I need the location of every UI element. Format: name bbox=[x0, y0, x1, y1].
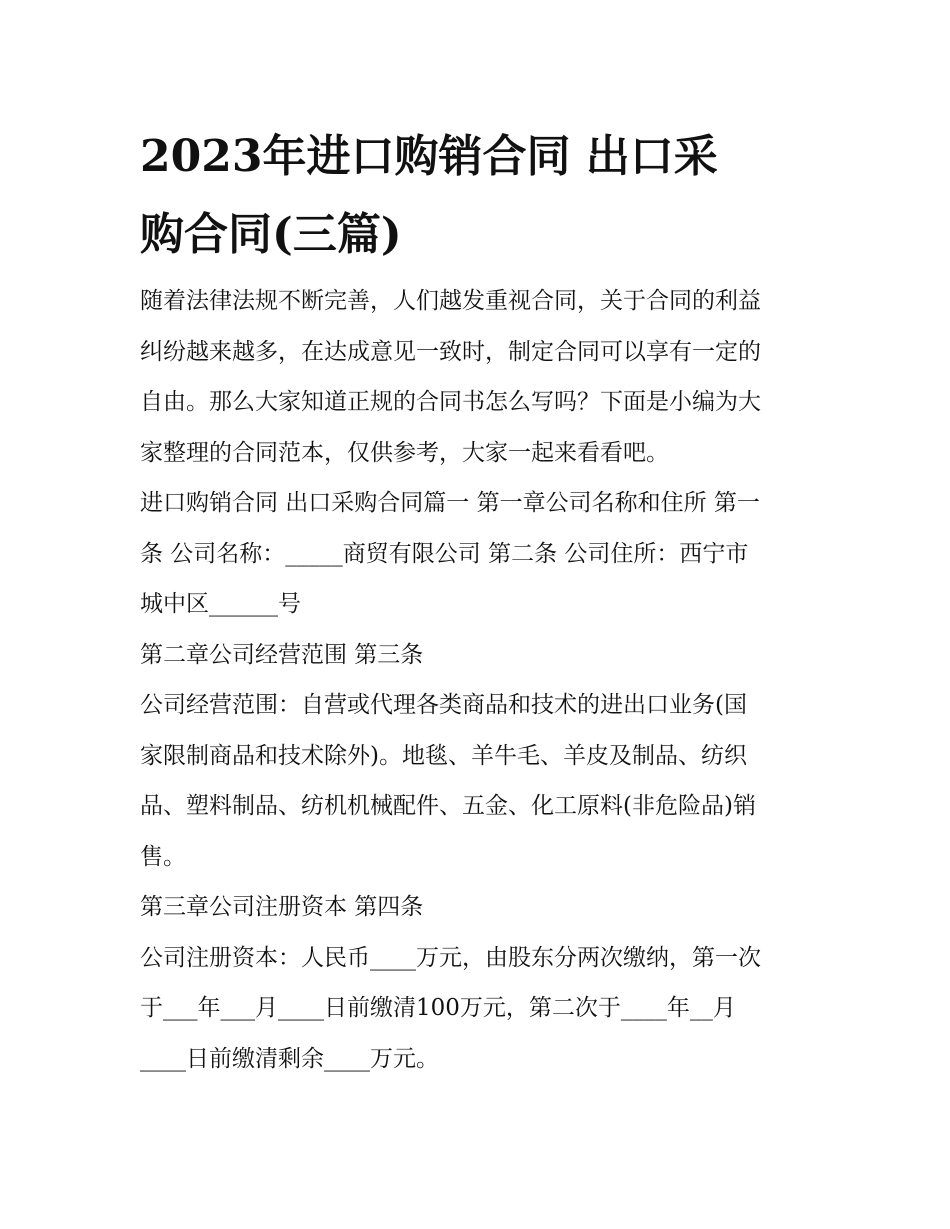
text-line: 第三章公司注册资本 第四条 bbox=[140, 894, 424, 920]
text-line: 自由。那么大家知道正规的合同书怎么写吗？下面是小编为大 bbox=[140, 389, 761, 415]
text-line: ____日前缴清剩余____万元。 bbox=[140, 1045, 439, 1072]
text-line: 城中区______号 bbox=[140, 591, 301, 617]
text-line: 品、塑料制品、纺机机械配件、五金、化工原料(非危险品)销 bbox=[140, 793, 756, 819]
text-line: 家限制商品和技术除外)。地毯、羊牛毛、羊皮及制品、纺织 bbox=[140, 742, 747, 769]
document-title-line-1: 2023年进口购销合同 出口采 bbox=[140, 131, 718, 182]
text-line: 公司经营范围：自营或代理各类商品和技术的进出口业务(国 bbox=[140, 692, 747, 718]
text-line: 进口购销合同 出口采购合同篇一 第一章公司名称和住所 第一 bbox=[140, 490, 760, 516]
text-line: 纠纷越来越多，在达成意见一致时，制定合同可以享有一定的 bbox=[140, 338, 761, 365]
registered-capital-paragraph bbox=[140, 933, 820, 1085]
chapter-one-paragraph bbox=[140, 478, 820, 630]
intro-paragraph bbox=[140, 276, 820, 478]
chapter-two-heading bbox=[140, 630, 820, 681]
text-line: 售。 bbox=[140, 843, 186, 870]
business-scope-paragraph bbox=[140, 680, 820, 882]
chapter-three-heading bbox=[140, 882, 820, 933]
text-line: 家整理的合同范本，仅供参考，大家一起来看看吧。 bbox=[140, 439, 669, 466]
document-body bbox=[140, 276, 820, 1084]
document-title-line-2: 购合同(三篇) bbox=[140, 209, 402, 260]
text-line: 随着法律法规不断完善，人们越发重视合同，关于合同的利益 bbox=[140, 288, 761, 314]
text-line: 条 公司名称：_____商贸有限公司 第二条 公司住所：西宁市 bbox=[140, 540, 749, 567]
text-line: 公司注册资本：人民币____万元，由股东分两次缴纳，第一次 bbox=[140, 944, 761, 971]
text-line: 于___年___月____日前缴清100万元，第二次于____年__月 bbox=[140, 995, 736, 1021]
text-line: 第二章公司经营范围 第三条 bbox=[140, 641, 424, 668]
